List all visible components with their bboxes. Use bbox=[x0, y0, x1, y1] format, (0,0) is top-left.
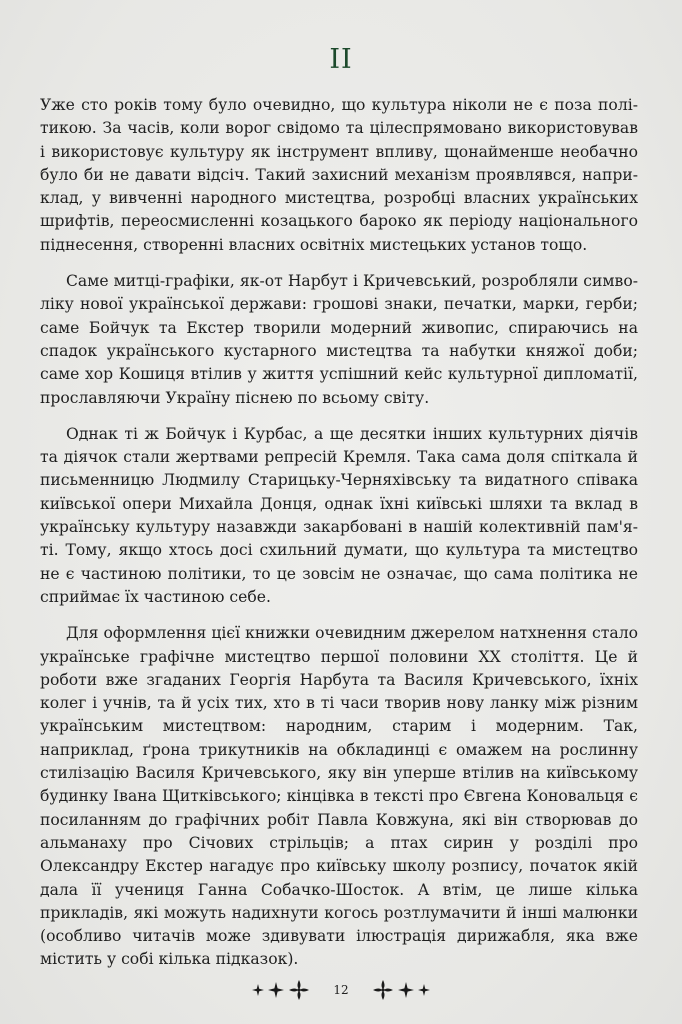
body-text bbox=[40, 94, 638, 985]
small-star-icon bbox=[417, 983, 431, 997]
medium-star-icon bbox=[267, 981, 285, 999]
paragraph-1: Уже сто років тому було очевидно, що культура ніколи не є поза політикою. За часів, коли ворог свідомо та цілеспрямовано використовував і використовує культуру як інструмент впливу, щонайменше необачно було би не давати відсіч. Такий захисний механізм проявлявся, наприклад, у вивченні народного мистецтва, розробці власних українських шрифтів, переосмисленні козацького бароко як періоду національного піднесення, створенні власних освітніх мистецьких установ тощо. bbox=[40, 96, 638, 254]
small-star-icon bbox=[251, 983, 265, 997]
chapter-number: II bbox=[329, 44, 353, 75]
left-ornament bbox=[251, 978, 311, 1002]
page-footer bbox=[0, 978, 682, 1002]
paragraph-4: Для оформлення цієї книжки очевидним джерелом натхнення стало українське графічне мистецтво першої половини XX століття. Це й роботи вже згаданих Георгія Нарбута та Василя Кричевського, їхніх колег і учнів, та й усіх тих, хто в ті часи творив нову ланку між різним українським мистецтвом: народним, старим і модерним. Так, наприклад, ґрона трикутників на обкладинці є омажем на рослинну стилізацію Василя Кричевського, яку він уперше втілив на київському будинку Івана Щитківського; кінцівка в тексті про Євгена Коновальця є посиланням до графічних робіт Павла Ковжуна, які він створював до альманаху про Січових стрільців; а птах сирин у розділі про Олександру Екстер нагадує про київську школу розпису, початок якій дала її учениця Ганна Собачко-Шосток. А втім, це лише кілька прикладів, які можуть надихнути когось розтлумачити й інші малюнки (особливо читачів може здивувати ілюстрація дирижабля, яка вже містить у собі кілька підказок). bbox=[40, 624, 638, 969]
page-number: 12 bbox=[333, 983, 349, 997]
floral-ornament-icon bbox=[371, 978, 395, 1002]
paragraph-3: Однак ті ж Бойчук і Курбас, а ще десятки інших культурних діячів та діячок стали жертвами репресій Кремля. Така сама доля спіткала й письменницю Людмилу Старицьку-Черняхівську та видатного співака київської опери Михайла Донця, однак їхні київські шляхи та вклад в українську культуру назавжди закарбовані в нашій колективній пам'яті. Тому, якщо хтось досі схильний думати, що культура та мистецтво не є частиною політики, то це зовсім не означає, що сама політика не сприймає їх частиною себе. bbox=[40, 424, 638, 606]
medium-star-icon bbox=[397, 981, 415, 999]
floral-ornament-icon bbox=[287, 978, 311, 1002]
right-ornament bbox=[371, 978, 431, 1002]
paragraph-2: Саме митці-графіки, як-от Нарбут і Кричевський, розробляли символіку нової української держави: грошові знаки, печатки, марки, герби; саме Бойчук та Екстер творили модерний живопис, спираючись на спадок українського кустарного мистецтва та набутки княжої доби; саме хор Кошиця втілив у життя успішний кейс культурної дипломатії, прославляючи Україну піснею по всьому світу. bbox=[40, 272, 638, 407]
